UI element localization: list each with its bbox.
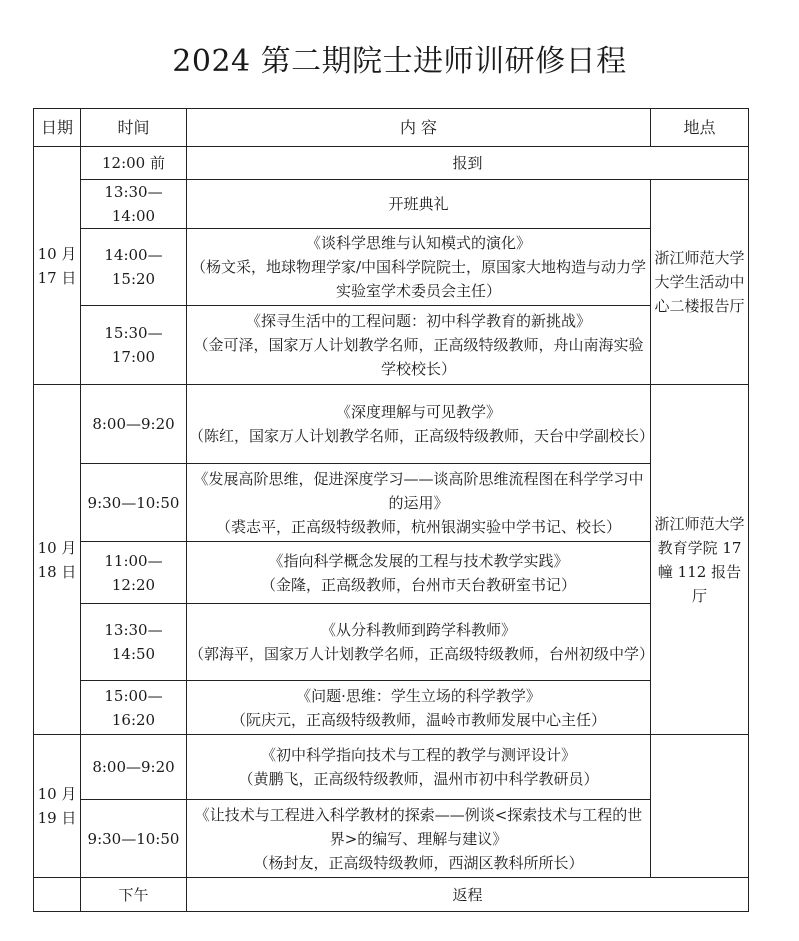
content-cell: [187, 229, 651, 306]
time-cell: 8:00—9:20: [81, 385, 187, 464]
time-cell: 12:00 前: [81, 147, 187, 180]
time-cell: 15:30—17:00: [81, 306, 187, 385]
header-location: 地点: [651, 109, 749, 147]
content-cell: [187, 735, 651, 800]
table-row: [34, 306, 749, 385]
date-month: 10 月: [37, 538, 77, 557]
content-cell: [187, 542, 651, 604]
table-header-row: [34, 109, 749, 147]
talk-title: 《从分科教师到跨学科教师》: [320, 621, 516, 639]
time-cell: 11:00—12:20: [81, 542, 187, 604]
content-cell: [187, 385, 655, 464]
table-row: [34, 681, 749, 735]
time-cell: 15:00—16:20: [81, 681, 187, 735]
talk-speaker: （黄鹏飞，正高级特级教师，温州市初中科学教研员）: [238, 770, 599, 788]
time-cell: 9:30—10:50: [81, 464, 187, 542]
table-row: [34, 229, 749, 306]
date-day: 18 日: [37, 562, 77, 581]
location-cell-activity-center: 浙江师范大学大学生活动中心二楼报告厅: [651, 180, 749, 385]
talk-speaker: （金隆，正高级教师，台州市天台教研室书记）: [260, 575, 576, 594]
date-day: 17 日: [37, 268, 77, 287]
date-day: 19 日: [37, 809, 77, 827]
date-cell-oct18: [34, 385, 81, 735]
time-cell: 下午: [81, 878, 187, 912]
table-row: [34, 800, 749, 878]
talk-speaker: （阮庆元，正高级特级教师，温岭市教师发展中心主任）: [230, 710, 606, 729]
table-row: [34, 464, 749, 542]
location-cell-education-college: 浙江师范大学教育学院 17 幢 112 报告厅: [651, 385, 749, 735]
talk-title: 《问题·思维：学生立场的科学教学》: [296, 686, 541, 705]
content-cell: [187, 464, 651, 542]
content-cell: [187, 306, 651, 385]
date-month: 10 月: [37, 785, 77, 803]
date-cell-oct17: [34, 147, 81, 385]
talk-title: 《发展高阶思维，促进深度学习——谈高阶思维流程图在科学学习中的运用》: [193, 469, 644, 512]
content-cell: [187, 800, 651, 878]
table-row: [34, 878, 749, 912]
header-time: 时间: [81, 109, 187, 147]
content-cell: 返程: [187, 878, 749, 912]
page-title: 2024 第二期院士进师训研修日程: [172, 44, 627, 79]
table-row: [34, 180, 749, 229]
talk-title: 《探寻生活中的工程问题：初中科学教育的新挑战》: [245, 312, 591, 330]
date-cell-oct19: [34, 735, 81, 878]
talk-speaker: （杨文采，地球物理学家/中国科学院院士，原国家大地构造与动力学实验室学术委员会主任）: [190, 258, 647, 300]
date-month: 10 月: [37, 244, 77, 263]
location-cell-empty: [651, 735, 749, 878]
talk-title: 《指向科学概念发展的工程与技术教学实践》: [268, 551, 569, 570]
table-row: [34, 542, 749, 604]
talk-speaker: （陈红，国家万人计划教学名师，正高级特级教师，天台中学副校长）: [189, 427, 655, 445]
talk-speaker: （裘志平，正高级特级教师，杭州银湖实验中学书记、校长）: [215, 517, 621, 536]
content-cell: [187, 681, 651, 735]
talk-title: 《谈科学思维与认知模式的演化》: [305, 234, 531, 252]
content-cell: [187, 604, 655, 681]
time-cell: 13:30—14:00: [81, 180, 187, 229]
content-cell: 报到: [187, 147, 749, 180]
table-row: [34, 604, 749, 681]
header-content: 内 容: [187, 109, 651, 147]
table-row: [34, 385, 749, 464]
talk-speaker: （郭海平，国家万人计划教学名师，正高级特级教师，台州初级中学）: [189, 645, 655, 663]
time-cell: 14:00—15:20: [81, 229, 187, 306]
talk-title: 《初中科学指向技术与工程的教学与测评设计》: [260, 746, 576, 764]
talk-title: 《深度理解与可见教学》: [335, 403, 501, 421]
content-cell: 开班典礼: [187, 180, 651, 229]
talk-title: 《让技术与工程进入科学教材的探索——例谈<探索技术与工程的世界>的编写、理解与建议》: [194, 805, 643, 848]
header-date: 日期: [34, 109, 81, 147]
talk-speaker: （金可泽，国家万人计划教学名师，正高级特级教师，舟山南海实验学校校长）: [193, 336, 644, 378]
schedule-table: [33, 108, 749, 912]
date-cell-empty: [34, 878, 81, 912]
table-row: [34, 735, 749, 800]
time-cell: 13:30—14:50: [81, 604, 187, 681]
table-row: [34, 147, 749, 180]
time-cell: 8:00—9:20: [81, 735, 187, 800]
talk-speaker: （杨封友，正高级特级教师，西湖区教科所所长）: [253, 853, 584, 872]
time-cell: 9:30—10:50: [81, 800, 187, 878]
